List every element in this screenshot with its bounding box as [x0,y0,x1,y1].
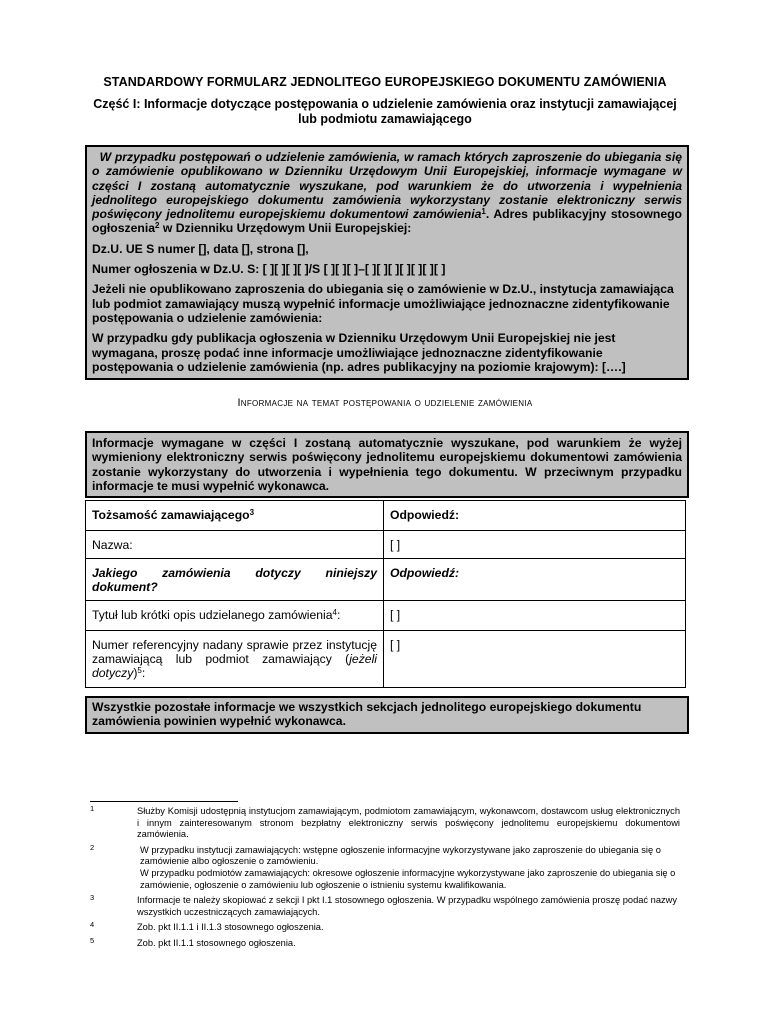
title-answer-field[interactable]: [ ] [384,601,686,631]
footnotes [90,806,680,954]
notice-paragraph-1-rest-a: . Adres publikacyjny stosownego ogłoszenia [92,207,683,236]
footnote-ref-1[interactable]: 1 [481,207,486,217]
footnote-ref-4[interactable]: 4 [332,608,337,617]
table-row [86,559,686,601]
footnote-ref-2[interactable]: 2 [154,221,160,231]
notice-paragraph-1-rest-b: w Dzienniku Urzędowym Unii Europejskiej: [159,221,412,236]
colon: : [336,608,341,622]
footnote-divider [90,801,238,802]
publication-notice-box [85,145,689,380]
footnote-item [90,895,680,918]
answer-header-cell: Odpowiedź: [384,559,686,601]
part-title: Część I: Informacje dotyczące postępowania o udzielenie zamówienia oraz instytucji zamawiającej lub podmiotu zamawiającego [93,97,677,126]
table-row [86,501,686,531]
reference-number-label-cell [86,631,384,688]
footnote-text: Informacje te należy skopiować z sekcji I pkt I.1 stosownego ogłoszenia. W przypadku wspólnego zamówienia proszę podać nazwy wszystkich uczestniczących zamawiających. [137,895,678,917]
title-label-cell [86,601,384,631]
footnote-text: Zob. pkt II.1.1 stosownego ogłoszenia. [137,937,296,948]
footnote-item [90,935,680,950]
footnote-number: 1 [90,804,95,813]
footnote-number: 2 [90,842,95,852]
table-row [86,631,686,688]
footnote-text: W przypadku instytucji zamawiających: wstępne ogłoszenie informacyjne wykorzystywane jako zaproszenie do ubiegania się o zamówienie albo ogłoszenie o zamówieniu. [140,844,661,867]
answer-header-cell: Odpowiedź: [384,501,686,531]
contractor-notice-box: Wszystkie pozostałe informacje we wszystkich sekcjach jednolitego europejskiego dokumentu zamówienia powinien wypełnić wykonawca. [85,696,689,734]
reference-number-label-italic: jeżeli dotyczy [92,652,377,680]
section-heading: Informacje na temat postępowania o udzielenie zamówienia [237,397,533,409]
reference-number-answer-field[interactable]: [ ] [384,631,686,688]
footnote-item [90,806,680,841]
notice-number-field[interactable]: Numer ogłoszenia w Dz.U. S: [ ][ ][ ][ ]/S [ ][ ][ ]–[ ][ ][ ][ ][ ][ ][ ] [92,262,446,277]
auto-retrieval-box: Informacje wymagane w części I zostaną automatycznie wyszukane, pod warunkiem że wyżej wymieniony elektroniczny serwis poświęcony jednolitemu europejskiemu dokumentowi zamówienia zostanie wykorzystany do utworzenia i wypełnienia tego dokumentu. W przeciwnym przypadku informacje te musi wypełnić wykonawca. [85,431,689,498]
oj-reference-field[interactable]: Dz.U. UE S numer [], data [], strona [], [92,241,309,256]
contracting-authority-label: Tożsamość zamawiającego [92,508,250,522]
name-label: Nazwa: [86,531,384,559]
notice-paragraph-1 [92,150,682,236]
footnote-number: 5 [90,935,95,945]
table-row [86,601,686,631]
document-title: STANDARDOWY FORMULARZ JEDNOLITEGO EUROPEJSKIEGO DOKUMENTU ZAMÓWIENIA [103,75,667,89]
procurement-identity-table [85,500,686,688]
notice-paragraph-1-italic: W przypadku postępowań o udzielenie zamówienia, w ramach których zaproszenie do ubiegania się o zamówienie opublikowano w Dzienniku Urzędowym Unii Europejskiej, informacje wymagane w części I zostaną automatycznie wyszukane, pod warunkiem że do utworzenia i wypełnienia jednolitego europejskiego dokumentu zamówienia wykorzystany zostanie elektroniczny serwis poświęcony jednolitemu europejskiemu dokumentowi zamówienia [92,150,682,222]
closing-paren: ) [133,666,138,680]
notice-paragraph-5: W przypadku gdy publikacja ogłoszenia w Dzienniku Urzędowym Unii Europejskiej nie jest wymagana, proszę podać inne informacje umożliwiające jednoznaczne zidentyfikowanie postępowania o udzielenie zamówienia (np. adres publikacyjny na poziomie krajowym): [….] [92,331,626,374]
footnote-text: W przypadku podmiotów zamawiających: okresowe ogłoszenie informacyjne wykorzystywane jako zaproszenie do ubiegania się o zamówienie, ogłoszenie o zamówieniu lub ogłoszenie o istnieniu systemu kwalifikowania. [140,867,676,890]
procurement-question-label: Jakiego zamówienia dotyczy niniejszy dokument? [86,559,384,601]
table-header-cell [86,501,384,531]
name-answer-field[interactable]: [ ] [384,531,686,559]
footnote-item [90,842,680,891]
reference-number-label: Numer referencyjny nadany sprawie przez instytucję zamawiającą lub podmiot zamawiający ( [92,638,377,666]
footnote-ref-5[interactable]: 5 [137,666,142,675]
notice-paragraph-4: Jeżeli nie opublikowano zaproszenia do ubiegania się o zamówienie w Dz.U., instytucja zamawiająca lub podmiot zamawiający muszą wypełnić informacje umożliwiające jednoznaczne zidentyfikowanie postępowania o udzielenie zamówienia: [92,282,674,325]
table-row [86,531,686,559]
footnote-number: 3 [90,893,95,903]
title-label: Tytuł lub krótki opis udzielanego zamówienia [92,608,333,622]
footnote-number: 4 [90,920,95,930]
footnote-item [90,922,680,934]
footnote-text: Służby Komisji udostępnią instytucjom zamawiającym, podmiotom zamawiającym, wykonawcom, dostawcom usług elektronicznych i innym zainteresowanym stronom bezpłatny elektroniczny serwis poświęcony jednolitemu europejskiemu dokumentowi zamówienia. [137,806,680,840]
footnote-ref-3[interactable]: 3 [249,508,255,517]
colon: : [141,666,146,680]
footnote-text: Zob. pkt II.1.1 i II.1.3 stosownego ogłoszenia. [137,922,324,933]
